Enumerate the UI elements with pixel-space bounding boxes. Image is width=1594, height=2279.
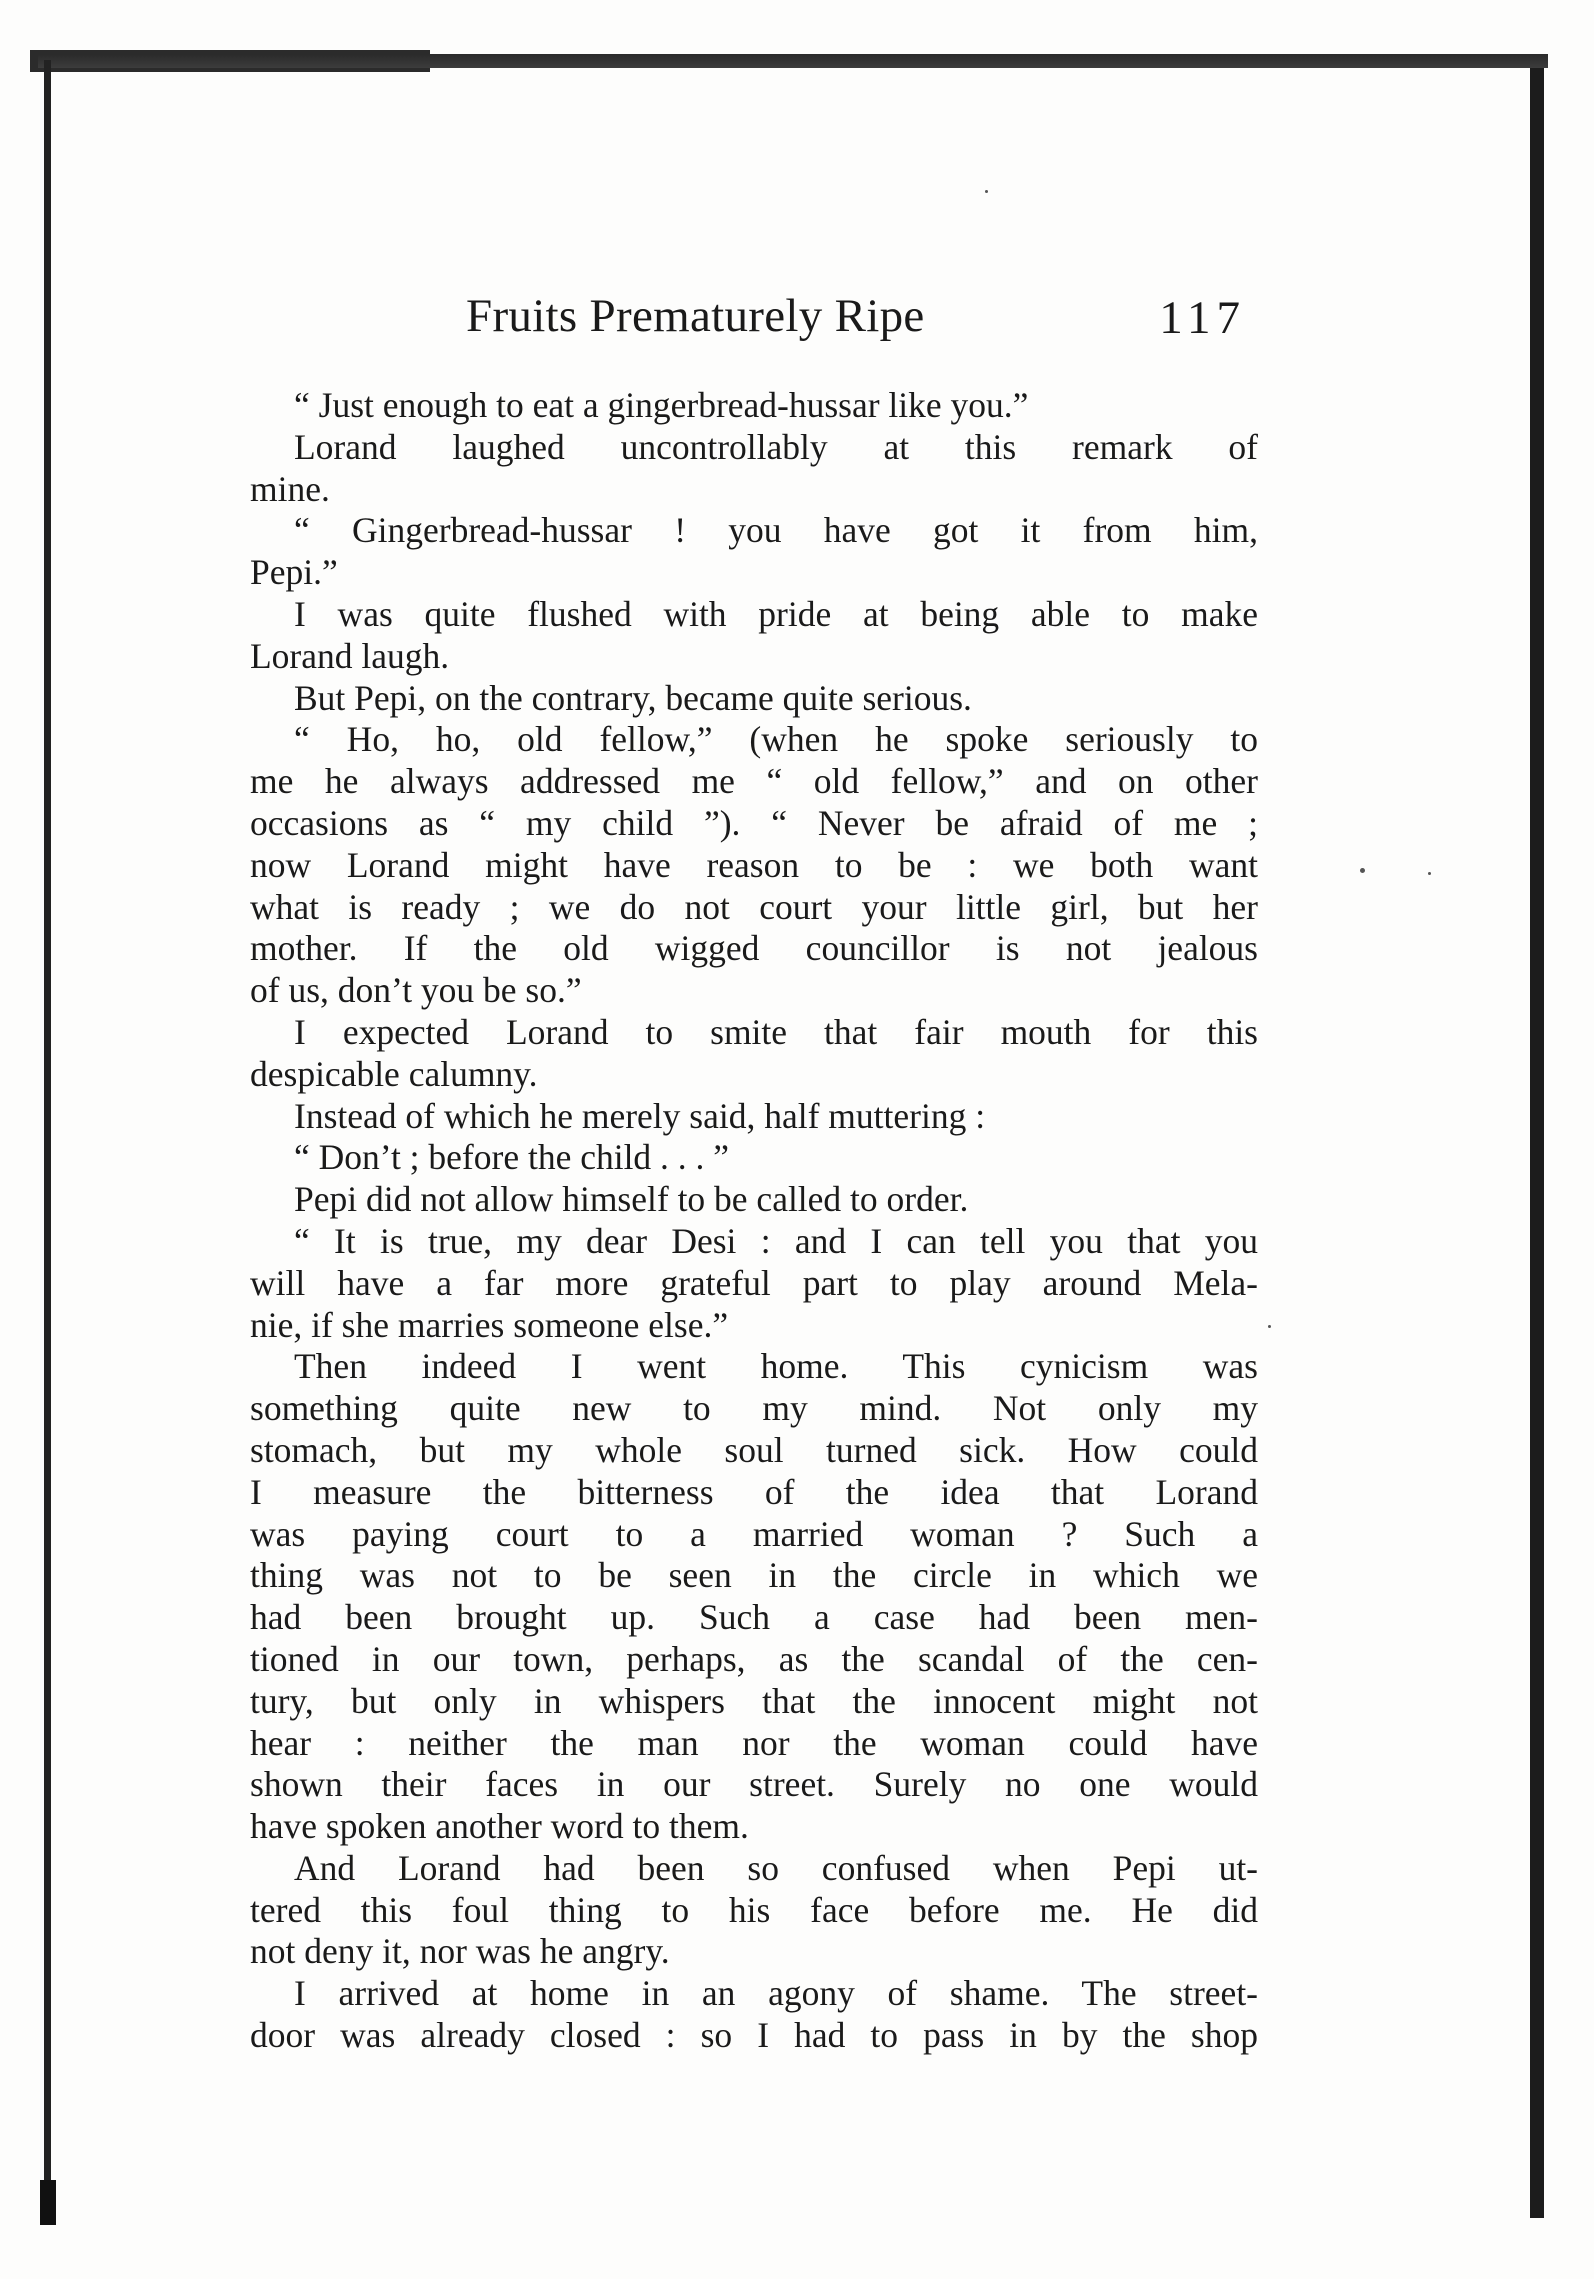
text-line: despicable calumny. <box>250 1053 538 1094</box>
scan-speck <box>985 190 988 193</box>
text-line: I expected Lorand to smite that fair mouth for this <box>294 1011 1258 1052</box>
text-line: not deny it, nor was he angry. <box>250 1931 670 1972</box>
text-line: And Lorand had been so confused when Pepi ut- <box>294 1847 1258 1888</box>
text-line: now Lorand might have reason to be : we both want <box>250 844 1258 885</box>
text-line: was paying court to a married woman ? Such a <box>250 1513 1258 1554</box>
text-line: of us, don’t you be so.” <box>250 970 582 1011</box>
text-line: “ Gingerbread-hussar ! you have got it from him, <box>294 510 1258 551</box>
text-line: tioned in our town, perhaps, as the scandal of the cen- <box>250 1638 1258 1679</box>
text-line: door was already closed : so I had to pass in by the shop <box>250 2015 1258 2056</box>
text-line: have spoken another word to them. <box>250 1806 749 1847</box>
text-line: “ Ho, ho, old fellow,” (when he spoke seriously to <box>294 719 1258 760</box>
text-line: Then indeed I went home. This cynicism was <box>294 1346 1258 1387</box>
page-number: 117 <box>1159 292 1246 344</box>
text-line: Pepi did not allow himself to be called to order. <box>294 1179 969 1220</box>
text-line: But Pepi, on the contrary, became quite serious. <box>294 677 972 718</box>
scan-edge-top <box>38 54 1548 68</box>
scan-edge-right <box>1530 68 1544 2218</box>
text-line: tered this foul thing to his face before me. He did <box>250 1889 1258 1930</box>
scan-speck <box>1428 872 1431 875</box>
page-header <box>466 286 1246 356</box>
text-line: nie, if she marries someone else.” <box>250 1304 729 1345</box>
text-line: will have a far more grateful part to play around Mela- <box>250 1262 1258 1303</box>
text-line: “ Don’t ; before the child . . . ” <box>294 1137 730 1178</box>
text-line: mother. If the old wigged councillor is not jealous <box>250 928 1258 969</box>
text-line: Lorand laugh. <box>250 635 450 676</box>
text-line: “ It is true, my dear Desi : and I can tell you that you <box>294 1220 1258 1261</box>
text-line: tury, but only in whispers that the innocent might not <box>250 1680 1258 1721</box>
text-line: I was quite flushed with pride at being able to make <box>294 593 1258 634</box>
text-line: “ Just enough to eat a gingerbread-hussar like you.” <box>294 385 1029 425</box>
running-title: Fruits Prematurely Ripe <box>466 290 925 342</box>
text-line: thing was not to be seen in the circle in which we <box>250 1555 1258 1596</box>
text-line: had been brought up. Such a case had been men- <box>250 1597 1258 1638</box>
text-line: Lorand laughed uncontrollably at this remark of <box>294 426 1258 467</box>
text-line: hear : neither the man nor the woman could have <box>250 1722 1258 1763</box>
text-line: shown their faces in our street. Surely no one would <box>250 1764 1258 1805</box>
text-line: occasions as “ my child ”). “ Never be afraid of me ; <box>250 802 1258 843</box>
scan-speck <box>1268 1325 1271 1328</box>
text-line: what is ready ; we do not court your little girl, but her <box>250 886 1258 927</box>
text-line: me he always addressed me “ old fellow,” and on other <box>250 761 1258 802</box>
body-text <box>250 385 1258 2057</box>
text-line: mine. <box>250 468 330 509</box>
text-line: Instead of which he merely said, half muttering : <box>294 1095 986 1136</box>
text-line: I measure the bitterness of the idea that Lorand <box>250 1471 1258 1512</box>
scan-edge-left-bottom <box>40 2180 56 2225</box>
text-line: something quite new to my mind. Not only my <box>250 1388 1258 1429</box>
scan-edge-left <box>44 60 51 2220</box>
scan-speck <box>1360 868 1365 873</box>
text-line: stomach, but my whole soul turned sick. How could <box>250 1429 1258 1470</box>
text-line: Pepi.” <box>250 552 338 593</box>
text-line: I arrived at home in an agony of shame. The street- <box>294 1973 1258 2014</box>
